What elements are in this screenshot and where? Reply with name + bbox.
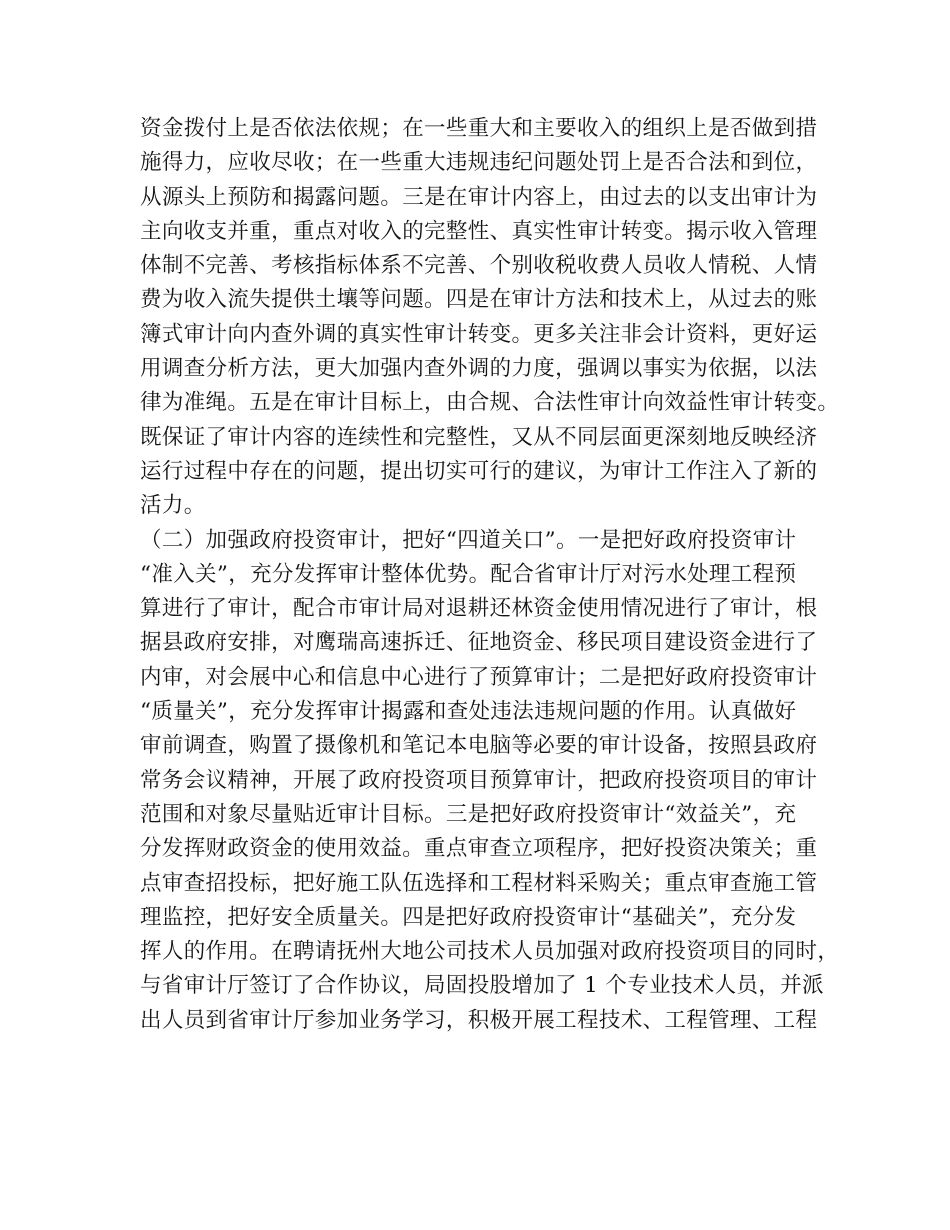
text-line: 从源头上预防和揭露问题。三是在审计内容上，由过去的以支出审计为 (140, 184, 818, 210)
text-line: 簿式审计向内查外调的真实性审计转变。更多关注非会计资料，更好运 (140, 321, 818, 347)
text-line: 用调查分析方法，更大加强内查外调的力度，强调以事实为依据，以法 (140, 356, 818, 382)
text-line: 既保证了审计内容的连续性和完整性，又从不同层面更深刻地反映经济 (140, 424, 818, 450)
text-line: 据县政府安排，对鹰瑞高速拆迁、征地资金、移民项目建设资金进行了 (140, 630, 818, 656)
text-line: 点审查招投标，把好施工队伍选择和工程材料采购关；重点审查施工管 (140, 870, 818, 896)
text-line: 常务会议精神，开展了政府投资项目预算审计，把政府投资项目的审计 (140, 767, 818, 793)
text-line: 主向收支并重，重点对收入的完整性、真实性审计转变。揭示收入管理 (140, 218, 818, 244)
text-line: 审前调查，购置了摄像机和笔记本电脑等必要的审计设备，按照县政府 (140, 733, 818, 759)
text-line: 分发挥财政资金的使用效益。重点审查立项程序，把好投资决策关；重 (140, 836, 818, 862)
text-line: 律为准绳。五是在审计目标上，由合规、合法性审计向效益性审计转变。 (140, 390, 840, 416)
text-line: 体制不完善、考核指标体系不完善、个别收税收费人员收人情税、人情 (140, 253, 818, 279)
text-line: 算进行了审计，配合市审计局对退耕还林资金使用情况进行了审计，根 (140, 596, 818, 622)
text-line: 与省审计厅签订了合作协议，局固投股增加了 1 个专业技术人员，并派 (140, 973, 824, 999)
text-line: （二）加强政府投资审计，把好“四道关口”。一是把好政府投资审计 (140, 527, 797, 553)
text-line: 出人员到省审计厅参加业务学习，积极开展工程技术、工程管理、工程 (140, 1007, 818, 1033)
text-line: 范围和对象尽量贴近审计目标。三是把好政府投资审计“效益关”，充 (140, 801, 797, 827)
text-line: 理监控，把好安全质量关。四是把好政府投资审计“基础关”，充分发 (140, 904, 797, 930)
text-line: 内审，对会展中心和信息中心进行了预算审计；二是把好政府投资审计 (140, 664, 818, 690)
text-line: 挥人的作用。在聘请抚州大地公司技术人员加强对政府投资项目的同时， (140, 939, 840, 965)
text-line: “准入关”，充分发挥审计整体优势。配合省审计厅对污水处理工程预 (140, 561, 797, 587)
text-line: 活力。 (140, 493, 206, 519)
text-line: 资金拨付上是否依法依规；在一些重大和主要收入的组织上是否做到措 (140, 116, 818, 141)
text-line: 运行过程中存在的问题，提出切实可行的建议，为审计工作注入了新的 (140, 458, 818, 484)
text-line: 费为收入流失提供土壤等问题。四是在审计方法和技术上，从过去的账 (140, 287, 818, 313)
text-line: “质量关”，充分发挥审计揭露和查处违法违规问题的作用。认真做好 (140, 699, 797, 725)
body-text (140, 112, 840, 1038)
text-line: 施得力，应收尽收；在一些重大违规违纪问题处罚上是否合法和到位， (140, 150, 818, 176)
